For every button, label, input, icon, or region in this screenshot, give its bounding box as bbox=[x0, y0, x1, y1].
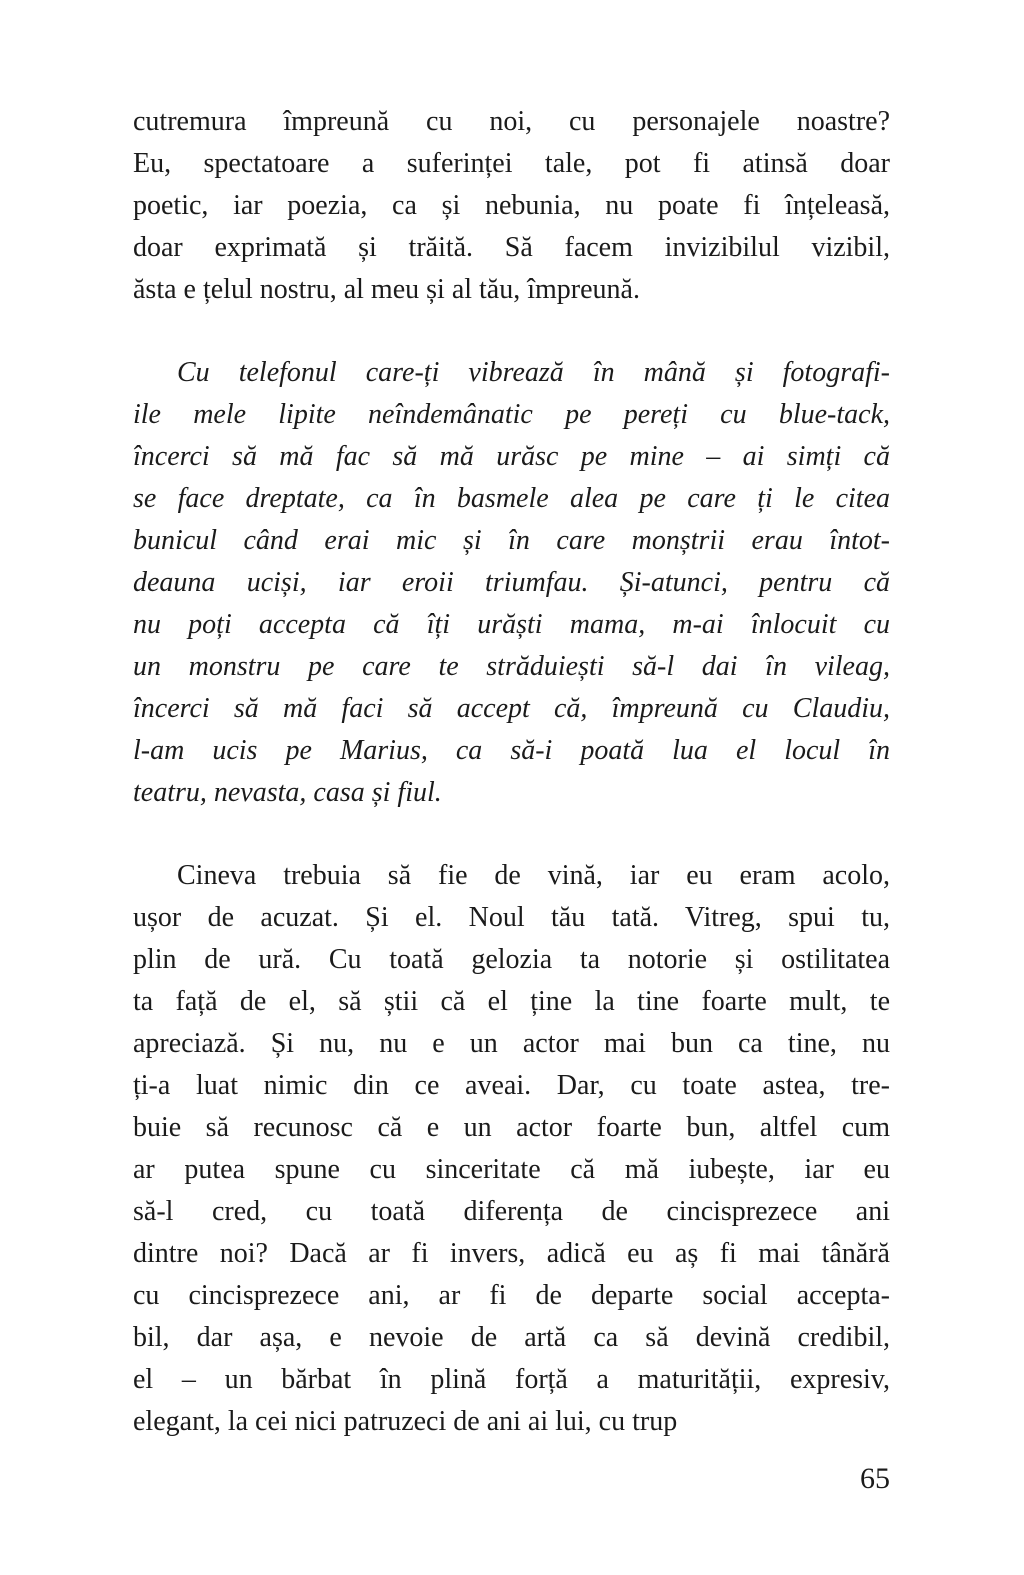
text-line: un monstru pe care te străduiești să-l dai în vileag, bbox=[133, 651, 890, 682]
paragraph bbox=[133, 101, 890, 311]
text-line: să-l cred, cu toată diferența de cincisprezece ani bbox=[133, 1196, 890, 1227]
paragraph-italic bbox=[133, 352, 890, 814]
page-number: 65 bbox=[860, 1462, 890, 1495]
text-line: Eu, spectatoare a suferinței tale, pot fi atinsă doar bbox=[133, 148, 890, 179]
text-line: Cineva trebuia să fie de vină, iar eu eram acolo, bbox=[177, 860, 890, 891]
text-line: l-am ucis pe Marius, ca să-i poată lua el locul în bbox=[133, 735, 890, 766]
text-line: dintre noi? Dacă ar fi invers, adică eu aș fi mai tânără bbox=[133, 1238, 890, 1269]
text-line: ăsta e țelul nostru, al meu și al tău, împreună. bbox=[133, 274, 640, 305]
text-block bbox=[133, 101, 890, 1443]
text-line: buie să recunosc că e un actor foarte bun, altfel cum bbox=[133, 1112, 890, 1143]
text-line: plin de ură. Cu toată gelozia ta notorie și ostilitatea bbox=[133, 944, 890, 975]
text-line: ile mele lipite neîndemânatic pe pereți cu blue-tack, bbox=[133, 399, 890, 430]
text-line: el – un bărbat în plină forță a maturității, expresiv, bbox=[133, 1364, 890, 1395]
text-line: se face dreptate, ca în basmele alea pe care ți le citea bbox=[133, 483, 890, 514]
text-line: bil, dar așa, e nevoie de artă ca să devină credibil, bbox=[133, 1322, 890, 1353]
text-line: cu cincisprezece ani, ar fi de departe social accepta- bbox=[133, 1280, 890, 1311]
text-line: încerci să mă fac să mă urăsc pe mine – ai simți că bbox=[133, 441, 890, 472]
text-line: apreciază. Și nu, nu e un actor mai bun ca tine, nu bbox=[133, 1028, 890, 1059]
text-line: bunicul când erai mic și în care monștrii erau întot- bbox=[133, 525, 890, 556]
text-line: cutremura împreună cu noi, cu personajele noastre? bbox=[133, 106, 890, 137]
text-line: deauna uciși, iar eroii triumfau. Și-atunci, pentru că bbox=[133, 567, 890, 598]
text-line: ușor de acuzat. Și el. Noul tău tată. Vitreg, spui tu, bbox=[133, 902, 890, 933]
text-line: încerci să mă faci să accept că, împreună cu Claudiu, bbox=[133, 693, 890, 724]
text-line: Cu telefonul care-ți vibrează în mână și fotografi- bbox=[177, 357, 890, 388]
text-line: teatru, nevasta, casa și fiul. bbox=[133, 777, 442, 808]
text-line: ar putea spune cu sinceritate că mă iubește, iar eu bbox=[133, 1154, 890, 1185]
text-line: nu poți accepta că îți urăști mama, m-ai înlocuit cu bbox=[133, 609, 890, 640]
paragraph bbox=[133, 855, 890, 1443]
text-line: ți-a luat nimic din ce aveai. Dar, cu toate astea, tre- bbox=[133, 1070, 890, 1101]
text-line: poetic, iar poezia, ca și nebunia, nu poate fi înțeleasă, bbox=[133, 190, 890, 221]
text-line: doar exprimată și trăită. Să facem invizibilul vizibil, bbox=[133, 232, 890, 263]
text-line: elegant, la cei nici patruzeci de ani ai lui, cu trup bbox=[133, 1406, 678, 1437]
text-line: ta față de el, să știi că el ține la tine foarte mult, te bbox=[133, 986, 890, 1017]
